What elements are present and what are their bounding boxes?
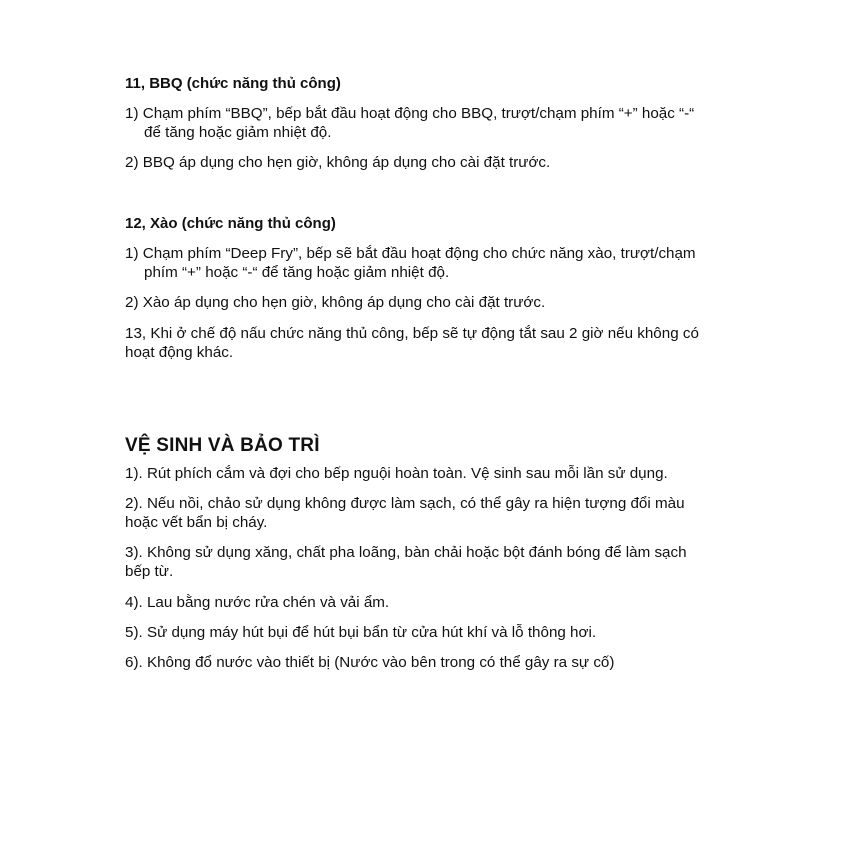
- bbq-step-2: 2) BBQ áp dụng cho hẹn giờ, không áp dụng cho cài đặt trước.: [125, 154, 551, 171]
- xao-step-2: 2) Xào áp dụng cho hẹn giờ, không áp dụng cho cài đặt trước.: [125, 294, 546, 311]
- auto-off-note-line-2: hoạt động khác.: [125, 344, 234, 361]
- section-heading-maintenance: VỆ SINH VÀ BẢO TRÌ: [125, 435, 320, 456]
- maintenance-item-4: 4). Lau bằng nước rửa chén và vải ẩm.: [125, 594, 390, 611]
- auto-off-note-line-1: 13, Khi ở chế độ nấu chức năng thủ công, bếp sẽ tự động tắt sau 2 giờ nếu không có: [125, 325, 699, 342]
- maintenance-item-3-line-1: 3). Không sử dụng xăng, chất pha loãng, bàn chải hoặc bột đánh bóng để làm sạch: [125, 544, 687, 561]
- bbq-step-1-line-1: 1) Chạm phím “BBQ”, bếp bắt đầu hoạt động cho BBQ, trượt/chạm phím “+” hoặc “-“: [125, 105, 695, 122]
- xao-step-1-line-2: phím “+” hoặc “-“ để tăng hoặc giảm nhiệt độ.: [144, 264, 450, 281]
- maintenance-item-1: 1). Rút phích cắm và đợi cho bếp nguội hoàn toàn. Vệ sinh sau mỗi lần sử dụng.: [125, 465, 668, 482]
- maintenance-item-5: 5). Sử dụng máy hút bụi để hút bụi bẩn từ cửa hút khí và lỗ thông hơi.: [125, 624, 597, 641]
- maintenance-item-6: 6). Không đổ nước vào thiết bị (Nước vào bên trong có thể gây ra sự cố): [125, 654, 615, 671]
- maintenance-item-3-line-2: bếp từ.: [125, 563, 174, 580]
- xao-step-1-line-1: 1) Chạm phím “Deep Fry”, bếp sẽ bắt đầu hoạt động cho chức năng xào, trượt/chạm: [125, 245, 696, 262]
- section-heading-xao: 12, Xào (chức năng thủ công): [125, 215, 336, 232]
- bbq-step-1-line-2: để tăng hoặc giảm nhiệt độ.: [144, 124, 332, 141]
- maintenance-item-2-line-2: hoặc vết bẩn bị cháy.: [125, 514, 268, 531]
- section-heading-bbq: 11, BBQ (chức năng thủ công): [125, 75, 341, 92]
- maintenance-item-2-line-1: 2). Nếu nồi, chảo sử dụng không được làm sạch, có thể gây ra hiện tượng đổi màu: [125, 495, 685, 512]
